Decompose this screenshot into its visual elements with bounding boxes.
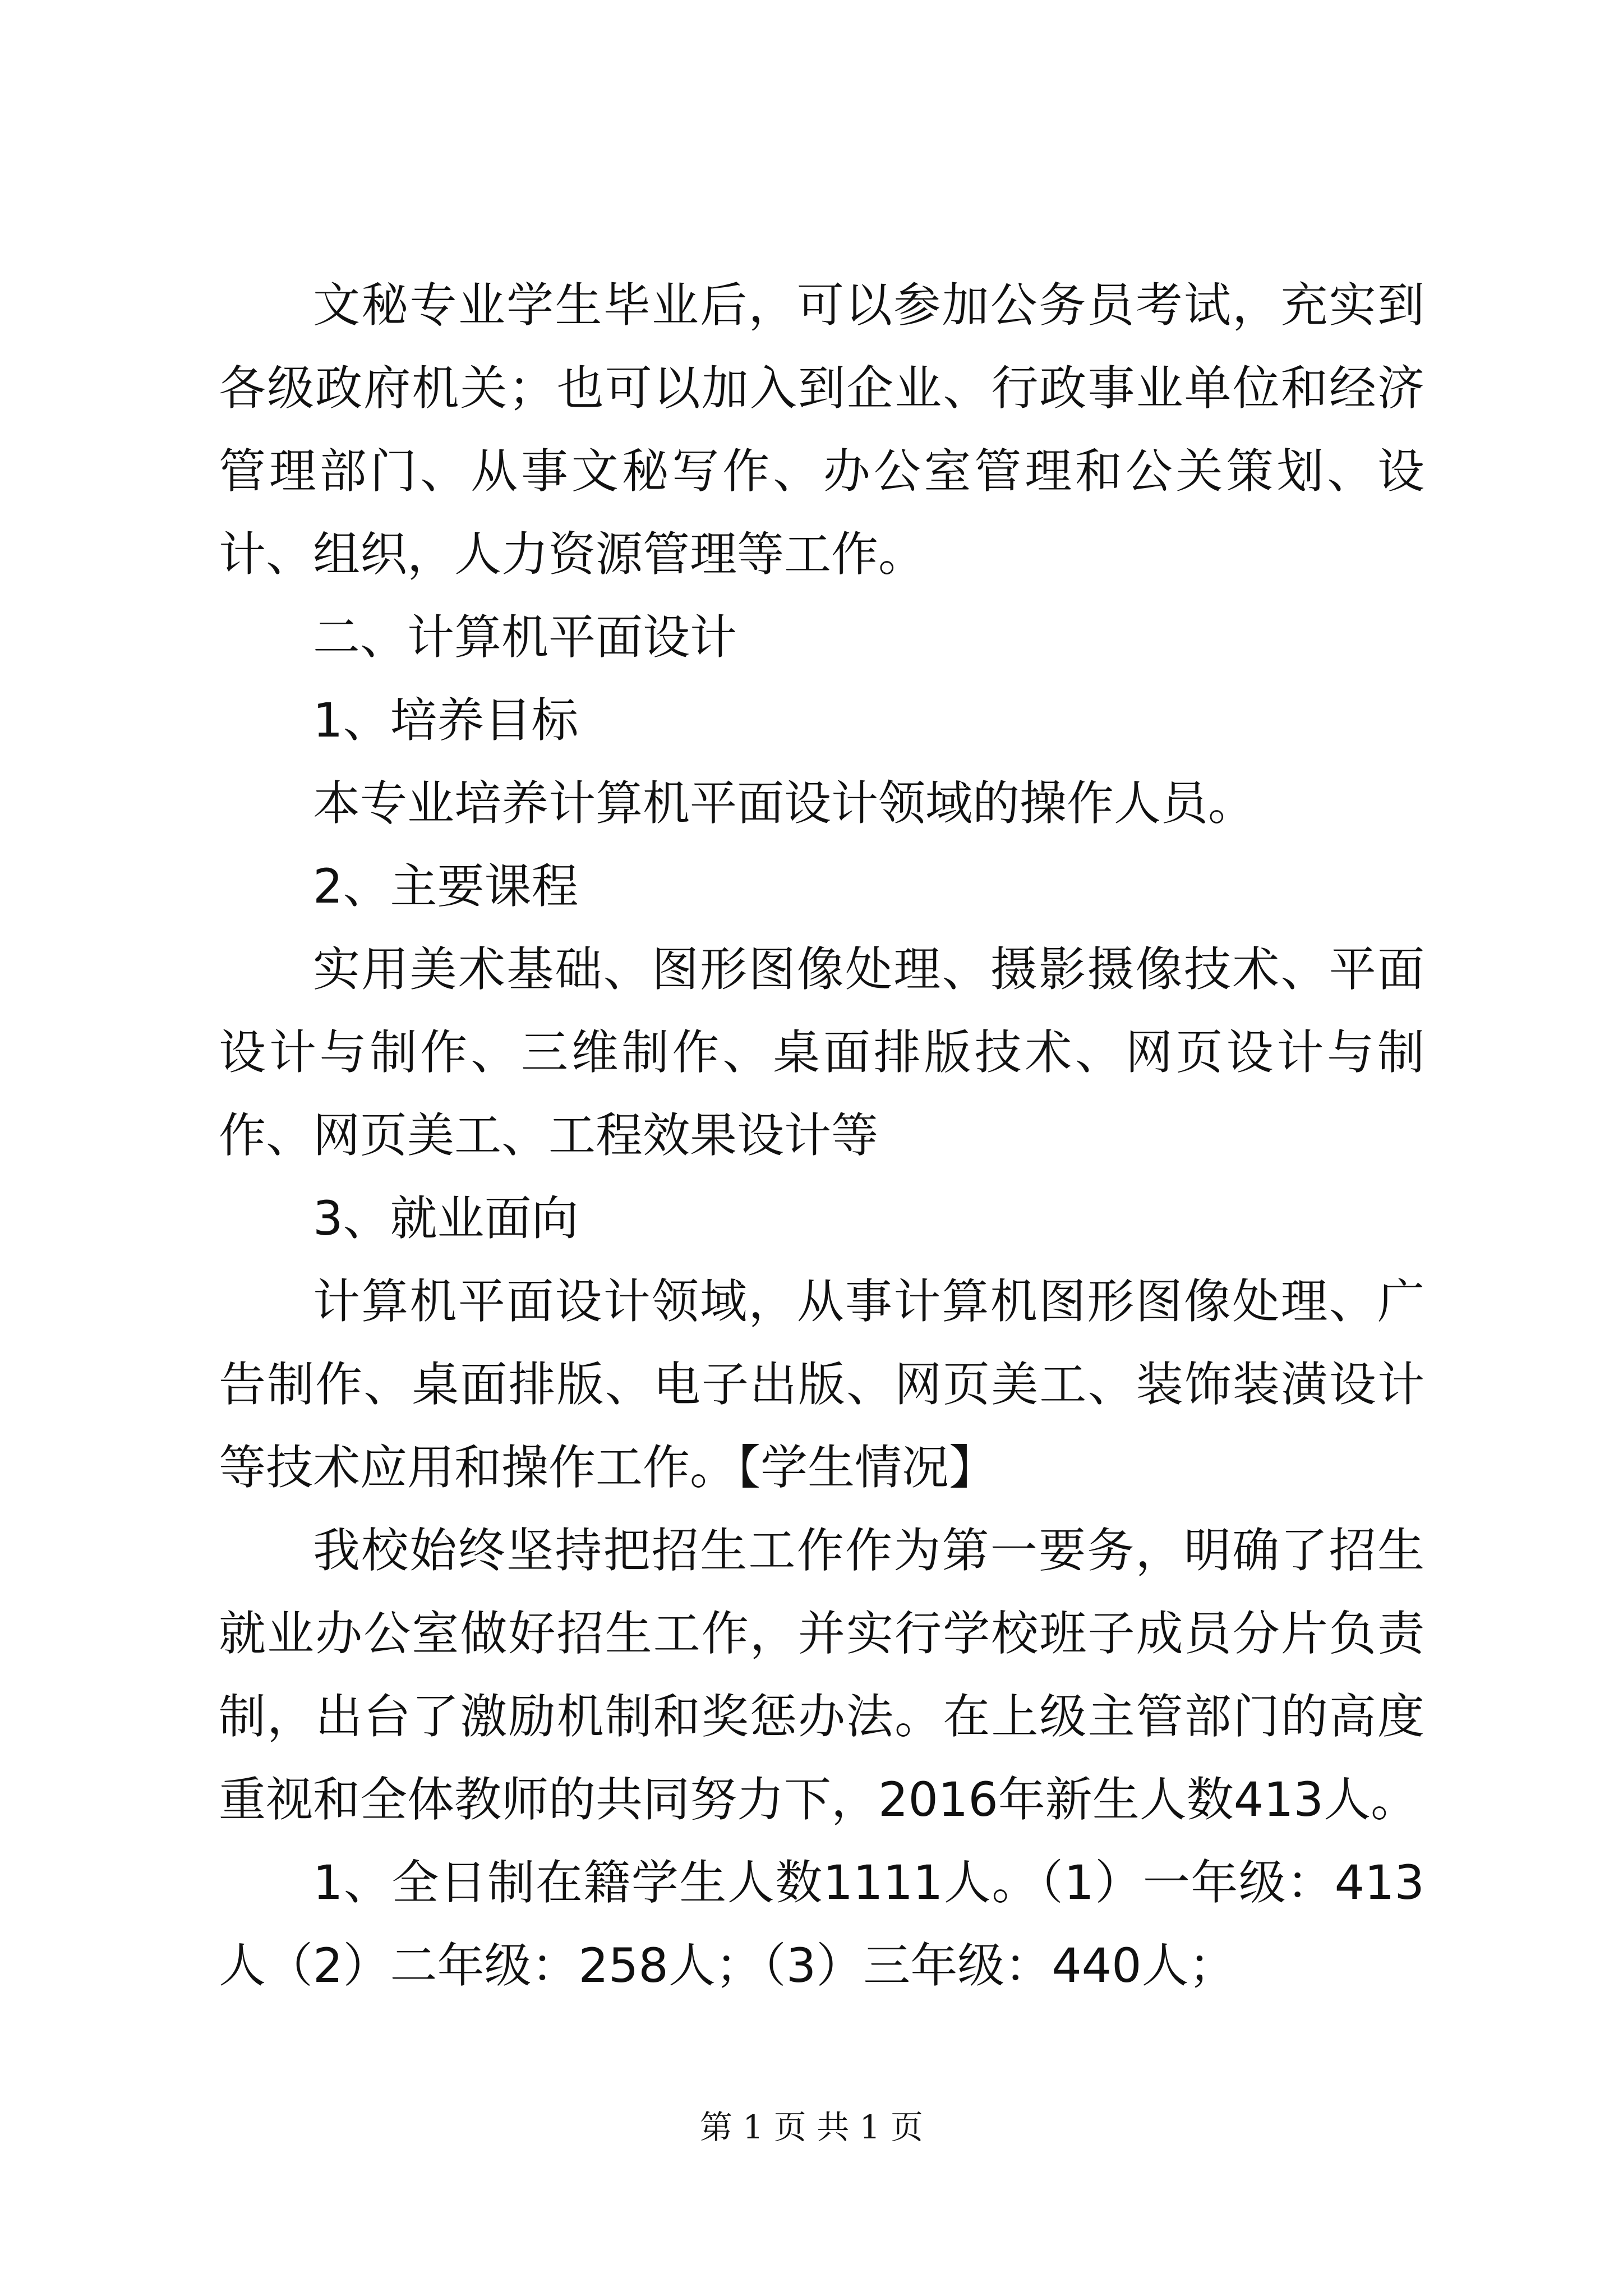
- paragraph-enrollment: 我校始终坚持把招生工作作为第一要务，明确了招生就业办公室做好招生工作，并实行学校班子成员分片负责制，出台了激励机制和奖惩办法。在上级主管部门的高度重视和全体教师的共同努力下，2016年新生人数413人。: [219, 1523, 1424, 1827]
- paragraph-career-prospects: 文秘专业学生毕业后，可以参加公务员考试，充实到各级政府机关；也可以加入到企业、行政事业单位和经济管理部门、从事文秘写作、办公室管理和公关策划、设计、组织，人力资源管理等工作。: [219, 278, 1424, 582]
- subheading-training-goal: 1、培养目标: [313, 693, 579, 748]
- paragraph-training-goal: 本专业培养计算机平面设计领域的操作人员。: [313, 776, 1256, 831]
- paragraph-main-courses: 实用美术基础、图形图像处理、摄影摄像技术、平面设计与制作、三维制作、桌面排版技术、网页设计与制作、网页美工、工程效果设计等: [219, 942, 1424, 1163]
- paragraph-student-count: 1、全日制在籍学生人数1111人。（1）一年级：413人（2）二年级：258人；（3）三年级：440人；: [219, 1855, 1424, 1993]
- subheading-main-courses: 2、主要课程: [313, 859, 579, 914]
- paragraph-employment: 计算机平面设计领域，从事计算机图形图像处理、广告制作、桌面排版、电子出版、网页美工、装饰装潢设计等技术应用和操作工作。【学生情况】: [219, 1274, 1424, 1495]
- document-body: [219, 264, 1424, 2007]
- section-heading-graphic-design: 二、计算机平面设计: [313, 610, 737, 665]
- subheading-employment: 3、就业面向: [313, 1191, 579, 1246]
- page-footer: 第 1 页 共 1 页: [700, 2108, 923, 2146]
